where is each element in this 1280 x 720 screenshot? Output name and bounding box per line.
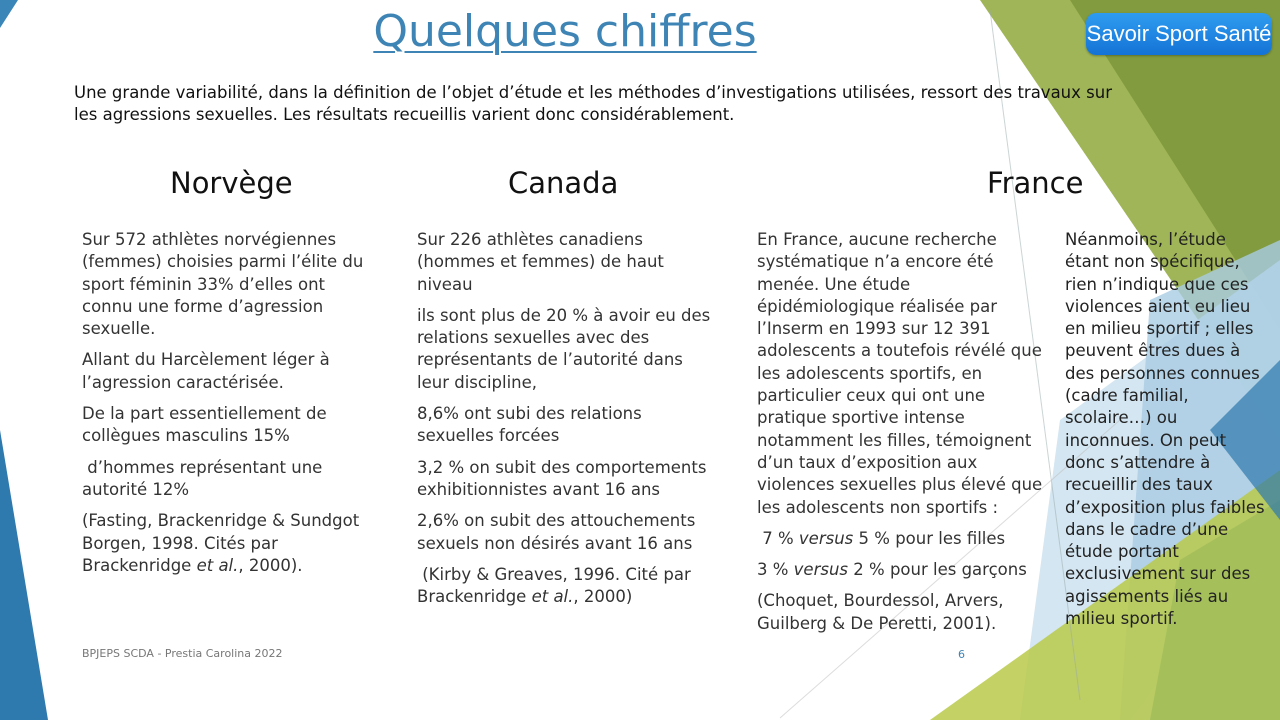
intro-text: Une grande variabilité, dans la définition de l’objet d’étude et les méthodes d’investigations utilisées, ressort des travaux sur les agressions sexuelles. Les résultats recueillis varient donc considérablement. <box>74 83 1112 124</box>
column-france <box>757 229 1049 644</box>
canada-paragraph: ils sont plus de 20 % à avoir eu des relations sexuelles avec des représentants de l’autorité dans leur discipline, <box>417 305 711 392</box>
france-paragraph: En France, aucune recherche systématique n’a encore été menée. Une étude épidémiologique réalisée par l’Inserm en 1993 sur 12 391 adolescents a toutefois révélé que les adolescents sportifs, en particulier ceux qui ont une pratique sportive intense notamment les filles, témoignent d’un taux d’exposition aux violences sexuelles plus élevé que les adolescents non sportifs : <box>757 230 1043 517</box>
france-stat-boys: 3 % versus 2 % pour les garçons <box>757 560 1027 580</box>
heading-canada: Canada <box>508 166 619 200</box>
canada-paragraph: 3,2 % on subit des comportements exhibitionnistes avant 16 ans <box>417 457 707 499</box>
canada-paragraph: 8,6% ont subi des relations sexuelles forcées <box>417 404 642 446</box>
heading-norvege: Norvège <box>170 166 293 200</box>
page-title: Quelques chiffres <box>373 6 757 57</box>
column-france-note <box>1065 229 1270 639</box>
column-norvege <box>82 229 377 586</box>
canada-citation: (Kirby & Greaves, 1996. Cité par Brackenridge et al., 2000) <box>417 564 697 607</box>
france-note-paragraph: Néanmoins, l’étude étant non spécifique, rien n’indique que ces violences aient eu lieu en milieu sportif ; elles peuvent êtres dues à des personnes connues (cadre familial, scolaire…) ou inconnues. On peut donc s’attendre à recueillir des taux d’exposition plus faibles dans le cadre d’une étude portant exclusivement sur des agissements liés au milieu sportif. <box>1065 230 1265 629</box>
norvege-paragraph: De la part essentiellement de collègues masculins 15% <box>82 404 327 446</box>
norvege-paragraph: Sur 572 athlètes norvégiennes (femmes) choisies parmi l’élite du sport féminin 33% d’elles ont connu une forme d’agression sexuelle. <box>82 230 364 339</box>
page-number: 6 <box>958 648 965 661</box>
norvege-paragraph: d’hommes représentant une autorité 12% <box>82 457 328 499</box>
norvege-paragraph: Allant du Harcèlement léger à l’agression caractérisée. <box>82 350 330 392</box>
canada-paragraph: 2,6% on subit des attouchements sexuels non désirés avant 16 ans <box>417 511 696 553</box>
france-stat-girls: 7 % versus 5 % pour les filles <box>757 528 1006 548</box>
column-canada <box>417 229 717 617</box>
france-citation: (Choquet, Bourdessol, Arvers, Guilberg & De Peretti, 2001). <box>757 591 1004 633</box>
heading-france: France <box>987 166 1084 200</box>
logo: Savoir Sport Santé <box>1086 13 1272 55</box>
footer-credit: BPJEPS SCDA - Prestia Carolina 2022 <box>82 647 283 660</box>
canada-paragraph: Sur 226 athlètes canadiens (hommes et femmes) de haut niveau <box>417 230 664 294</box>
norvege-citation: (Fasting, Brackenridge & Sundgot Borgen, 1998. Cités par Brackenridge et al., 2000). <box>82 511 360 575</box>
